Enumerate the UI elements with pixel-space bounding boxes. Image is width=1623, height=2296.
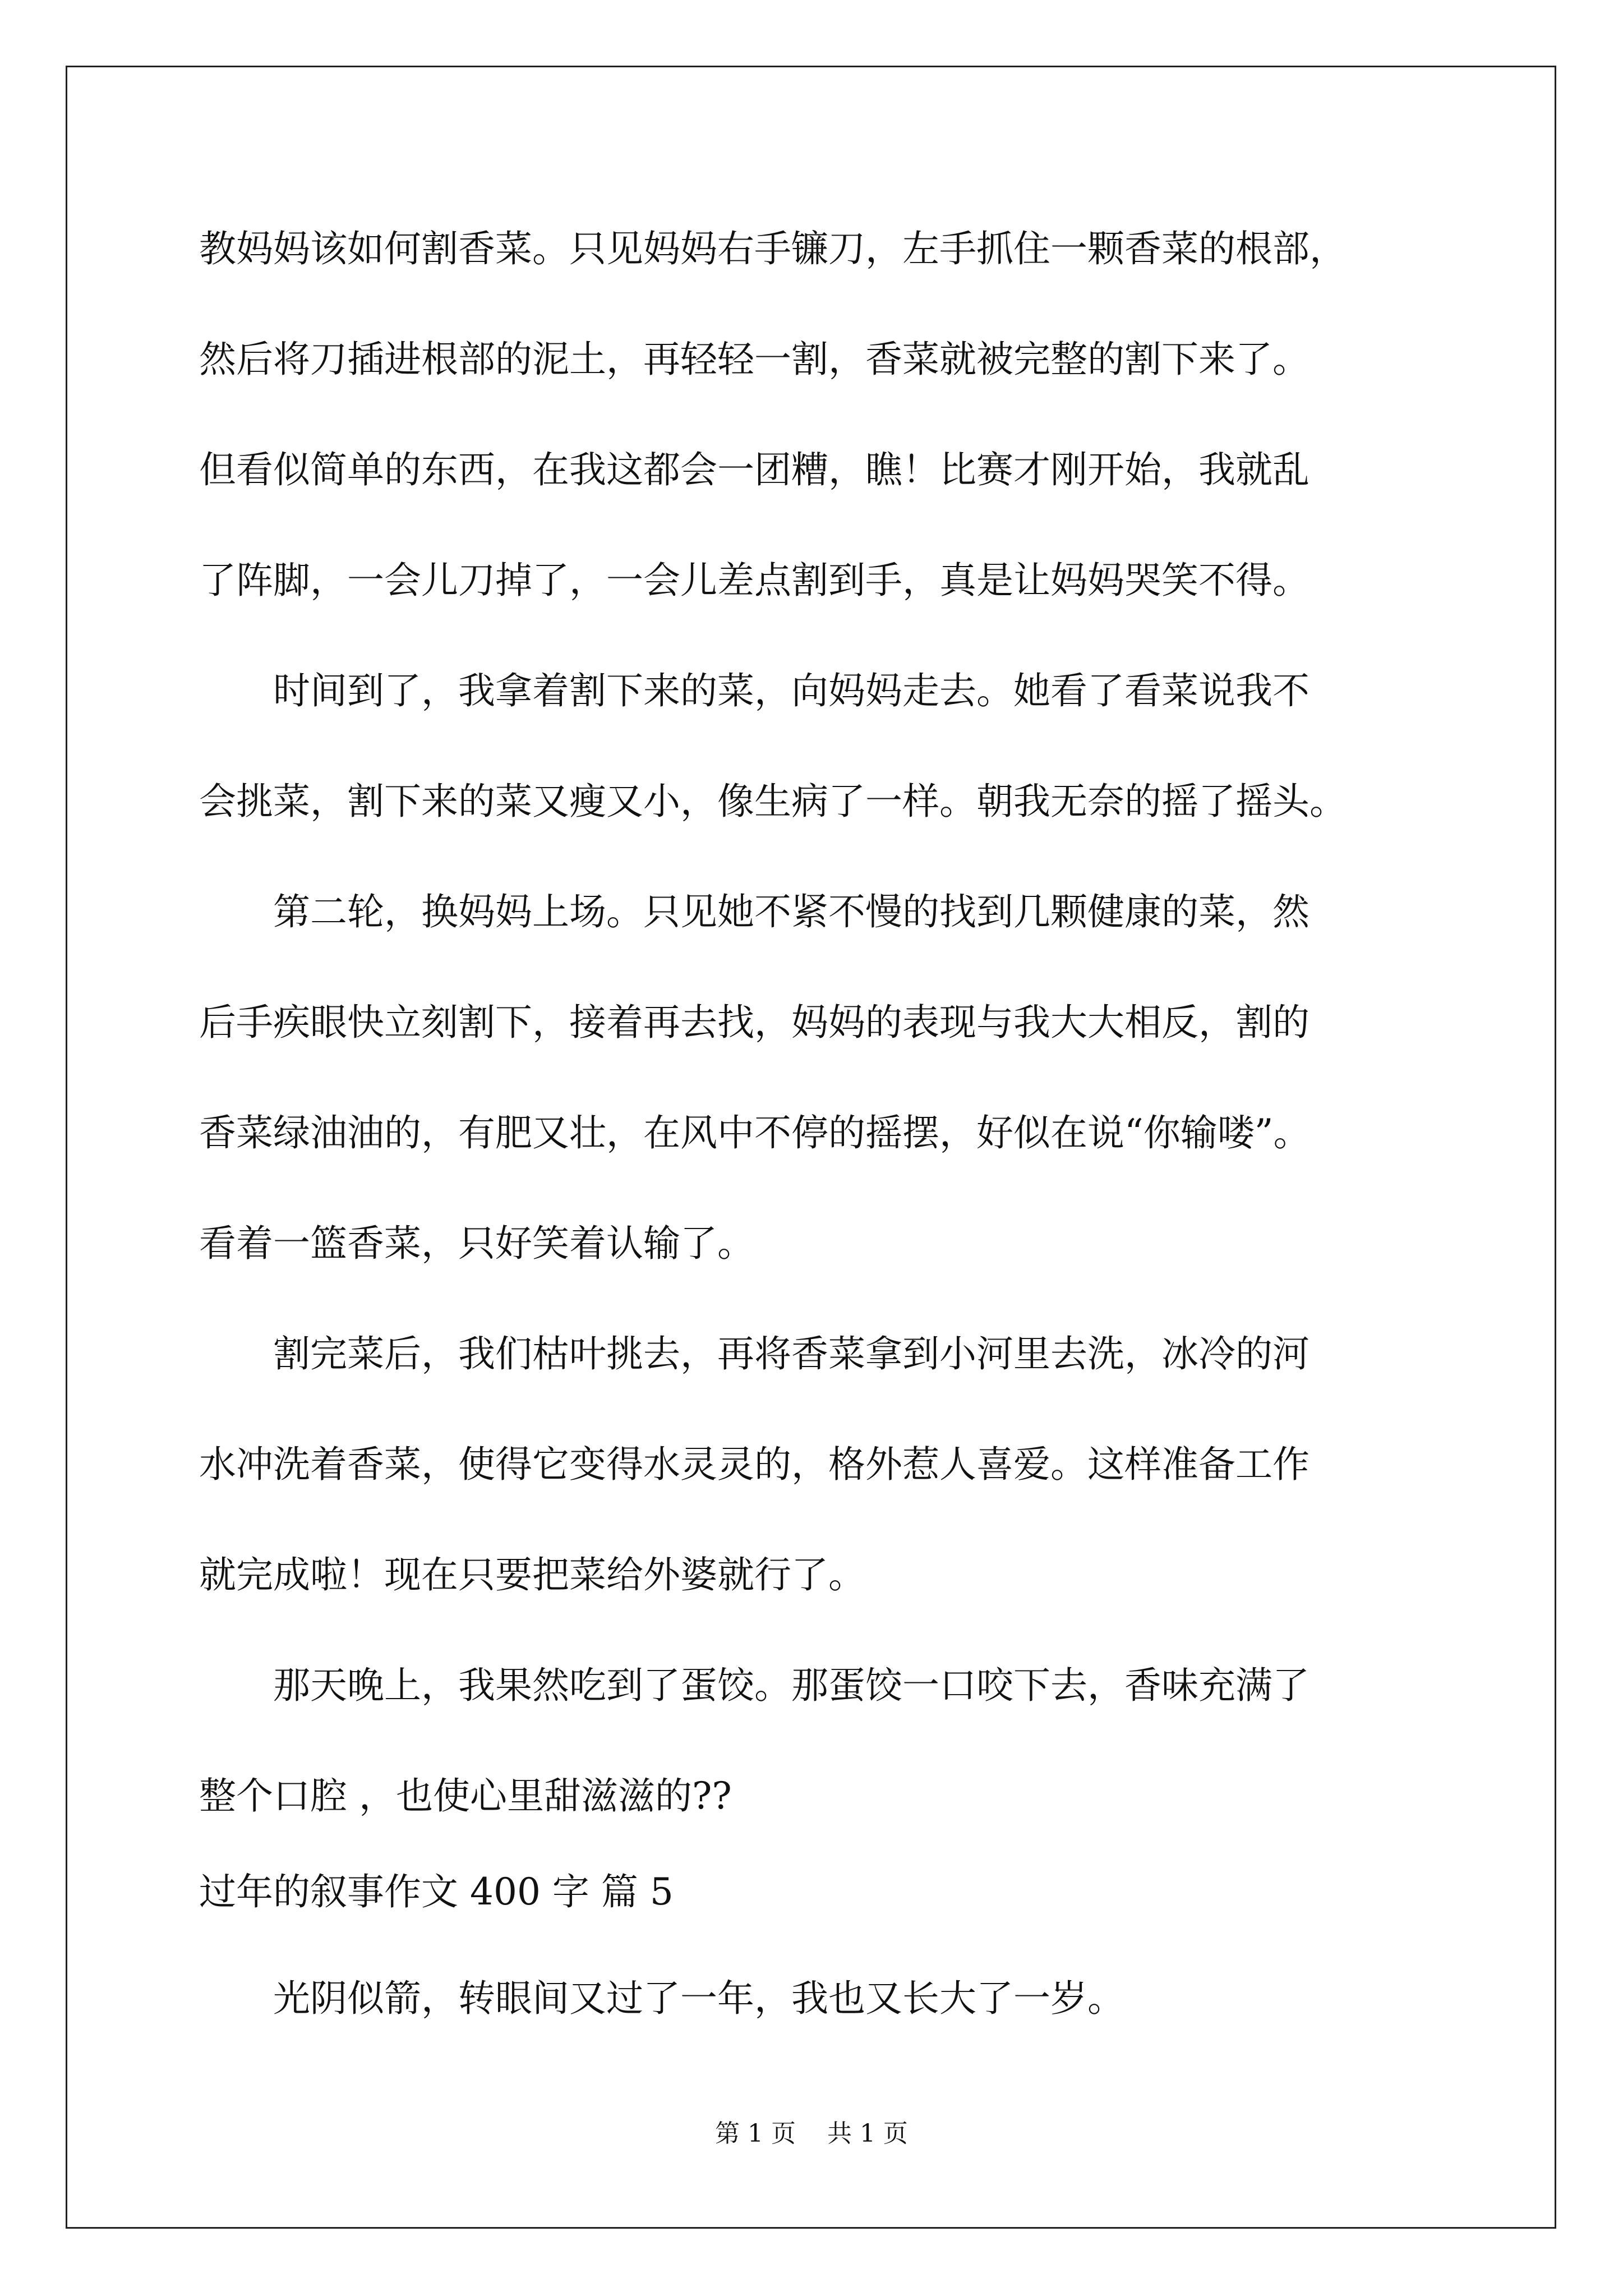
page-footer: 第 1 页 共 1 页	[715, 2119, 908, 2148]
text-line: 水冲洗着香菜，使得它变得水灵灵的，格外惹人喜爱。这样准备工作	[199, 1443, 1310, 1486]
text-line: 会挑菜，割下来的菜又瘦又小，像生病了一样。朝我无奈的摇了摇头。	[199, 780, 1347, 823]
section-heading: 过年的叙事作文 400 字 篇 5	[199, 1870, 674, 1913]
text-line: 光阴似箭，转眼间又过了一年，我也又长大了一岁。	[199, 1977, 1124, 2020]
text-line: 就完成啦！现在只要把菜给外婆就行了。	[199, 1553, 865, 1596]
text-line: 但看似简单的东西，在我这都会一团糟，瞧！比赛才刚开始，我就乱	[199, 448, 1310, 491]
text-line: 后手疾眼快立刻割下，接着再去找，妈妈的表现与我大大相反，割的	[199, 1001, 1310, 1044]
text-line: 教妈妈该如何割香菜。只见妈妈右手镰刀，左手抓住一颗香菜的根部，	[199, 227, 1347, 270]
text-line: 第二轮，换妈妈上场。只见她不紧不慢的找到几颗健康的菜，然	[199, 890, 1310, 933]
text-line: 整个口腔 ，也使心里甜滋滋的??	[199, 1774, 732, 1818]
text-line: 时间到了，我拿着割下来的菜，向妈妈走去。她看了看菜说我不	[199, 669, 1310, 712]
text-line: 看着一篮香菜，只好笑着认输了。	[199, 1222, 754, 1265]
text-line: 然后将刀插进根部的泥土，再轻轻一割，香菜就被完整的割下来了。	[199, 338, 1310, 381]
text-line: 割完菜后，我们枯叶挑去，再将香菜拿到小河里去洗，冰冷的河	[199, 1332, 1310, 1375]
text-line: 香菜绿油油的，有肥又壮，在风中不停的摇摆，好似在说“你输喽”。	[199, 1111, 1311, 1154]
text-line: 了阵脚，一会儿刀掉了，一会儿差点割到手，真是让妈妈哭笑不得。	[199, 559, 1310, 602]
text-line: 那天晚上，我果然吃到了蛋饺。那蛋饺一口咬下去，香味充满了	[199, 1664, 1310, 1707]
